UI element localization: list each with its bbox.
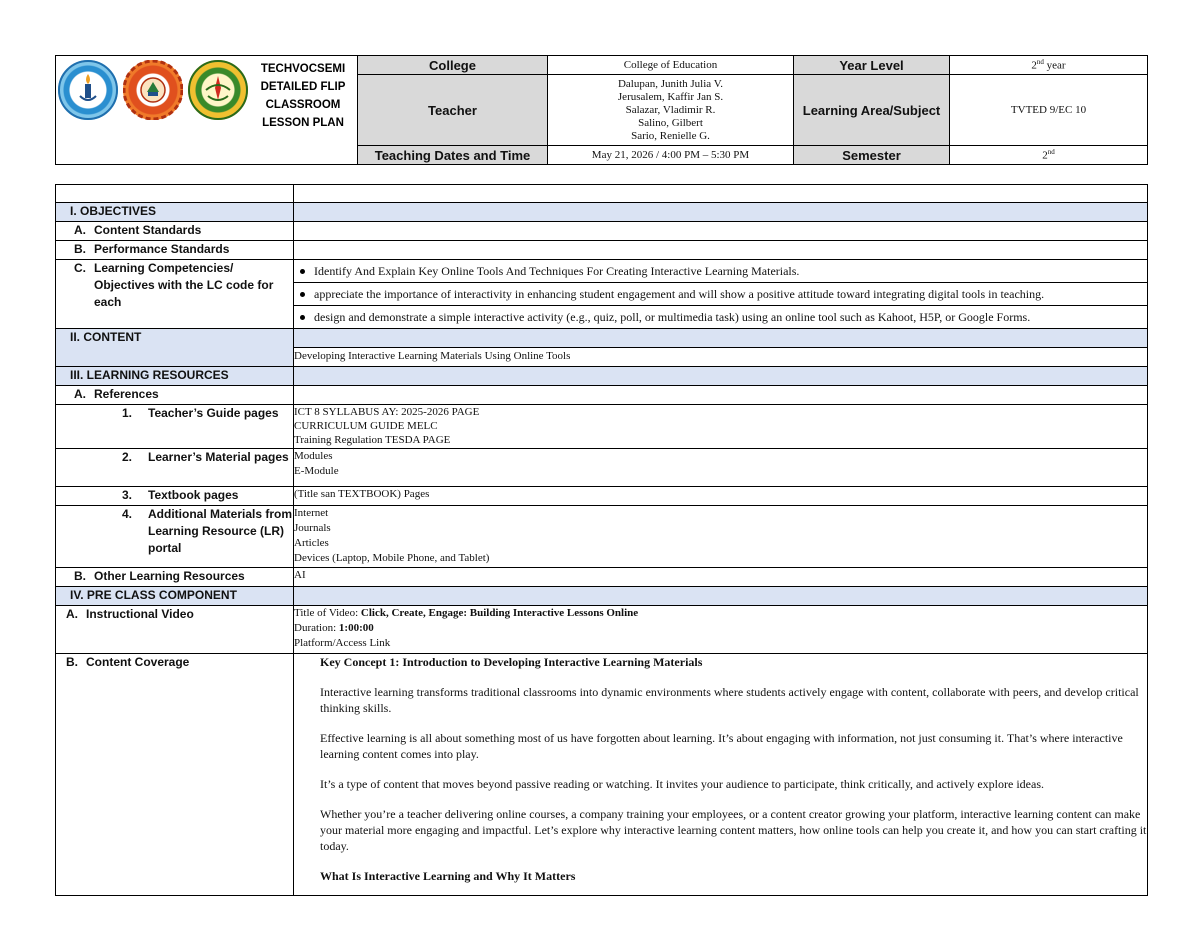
plan-title-line: CLASSROOM	[265, 99, 341, 111]
references-value	[294, 386, 1148, 405]
additional-materials-value	[294, 506, 1148, 568]
resource-line: Training Regulation TESDA PAGE	[294, 434, 451, 446]
learning-area-value: TVTED 9/EC 10	[950, 75, 1148, 146]
content-value: Developing Interactive Learning Materials Using Online Tools	[294, 350, 571, 362]
competency-item: Identify And Explain Key Online Tools And Techniques For Creating Interactive Learning Materials.	[294, 260, 1147, 282]
teacher-name: Dalupan, Junith Julia V.	[617, 77, 723, 90]
pre-class-heading: IV. PRE CLASS COMPONENT	[56, 587, 294, 606]
resource-line: Modules	[294, 450, 333, 462]
teacher-name: Jerusalem, Kaffir Jan S.	[617, 90, 724, 103]
video-platform-line: Platform/Access Link	[294, 637, 391, 649]
blank-cell	[56, 185, 294, 203]
blank-cell	[294, 185, 1148, 203]
resource-line: Journals	[294, 522, 331, 534]
resource-line: CURRICULUM GUIDE MELC	[294, 420, 438, 432]
learners-material-value	[294, 449, 1148, 487]
textbook-label: 3. Textbook pages	[56, 487, 294, 506]
university-gear-logo	[123, 60, 183, 120]
year-level-label: Year Level	[794, 56, 950, 75]
references-label: A. References	[56, 386, 294, 405]
college-seal-logo	[58, 60, 118, 120]
resource-line: Devices (Laptop, Mobile Phone, and Tablet)	[294, 552, 490, 564]
teacher-name: Sario, Renielle G.	[631, 129, 710, 142]
competency-item: design and demonstrate a simple interactive activity (e.g., quiz, poll, or multimedia task) using an online tool such as Kahoot, H5P, or Google Forms.	[294, 305, 1147, 328]
section-fill	[294, 587, 1148, 606]
content-heading: II. CONTENT	[56, 329, 294, 367]
coverage-heading: Key Concept 1: Introduction to Developing Interactive Learning Materials	[320, 655, 703, 669]
content-coverage-label: B. Content Coverage	[56, 654, 294, 896]
coverage-paragraph: It’s a type of content that moves beyond passive reading or watching. It invites your audience to participate, think critically, and actively explore ideas.	[320, 777, 1044, 791]
content-coverage-value	[294, 654, 1148, 896]
learning-area-label: Learning Area/Subject	[794, 75, 950, 146]
lesson-plan-header-table	[55, 55, 1148, 165]
plan-title-line: DETAILED FLIP	[260, 81, 346, 93]
other-resources-value: AI	[294, 568, 1148, 587]
teacher-label: Teacher	[358, 75, 548, 146]
teacher-names	[548, 75, 794, 146]
teachers-guide-value	[294, 405, 1148, 449]
learners-material-label: 2. Learner’s Material pages	[56, 449, 294, 487]
college-value: College of Education	[548, 56, 794, 75]
teacher-name: Salazar, Vladimir R.	[625, 103, 716, 116]
resource-line: Internet	[294, 507, 329, 519]
coverage-paragraph: Interactive learning transforms traditional classrooms into dynamic environments where students actively engage with content, collaborate with peers, and develop critical thinking skills.	[320, 685, 1139, 715]
video-duration-line: Duration: 1:00:00	[294, 622, 374, 634]
objectives-heading: I. OBJECTIVES	[56, 203, 294, 222]
content-standards-value	[294, 222, 1148, 241]
section-fill	[294, 367, 1148, 386]
section-fill	[294, 203, 1148, 222]
instructional-video-value	[294, 606, 1148, 654]
logo-title-cell	[56, 56, 358, 165]
dates-label: Teaching Dates and Time	[358, 146, 548, 165]
competency-item: appreciate the importance of interactivity in enhancing student engagement and will show a positive attitude toward integrating digital tools in teaching.	[294, 282, 1147, 305]
textbook-value: (Title san TEXTBOOK) Pages	[294, 487, 1148, 506]
learning-resources-heading: III. LEARNING RESOURCES	[56, 367, 294, 386]
coverage-paragraph: Effective learning is all about something most of us have forgotten about learning. It’s about engaging with information, not just consuming it. That’s where interactive learning content comes into play.	[320, 731, 1123, 761]
plan-title	[253, 60, 353, 132]
teachers-guide-label: 1. Teacher’s Guide pages	[56, 405, 294, 449]
teacher-name: Salino, Gilbert	[638, 116, 703, 129]
year-level-value: 2nd year	[950, 56, 1148, 75]
content-value-cell	[294, 329, 1148, 367]
lesson-plan-body-table	[55, 184, 1148, 896]
dates-value: May 21, 2026 / 4:00 PM – 5:30 PM	[548, 146, 794, 165]
additional-materials-label: 4. Additional Materials from Learning Resource (LR) portal	[56, 506, 294, 568]
department-seal-logo	[188, 60, 248, 120]
content-standards-label: A. Content Standards	[56, 222, 294, 241]
competencies-list	[294, 260, 1148, 329]
coverage-paragraph: Whether you’re a teacher delivering online courses, a company training your employees, or a content creator growing your platform, interactive learning content can make your material more engaging and impactful. Let’s explore why interactive learning content matters, how online tools can help you create it, and how you can start crafting it today.	[320, 807, 1147, 853]
plan-title-line: LESSON PLAN	[262, 117, 344, 129]
semester-value: 2nd	[950, 146, 1148, 165]
semester-label: Semester	[794, 146, 950, 165]
performance-standards-label: B. Performance Standards	[56, 241, 294, 260]
other-resources-label: B. Other Learning Resources	[56, 568, 294, 587]
instructional-video-label: A. Instructional Video	[56, 606, 294, 654]
resource-line: ICT 8 SYLLABUS AY: 2025-2026 PAGE	[294, 406, 480, 418]
coverage-subheading: What Is Interactive Learning and Why It Matters	[320, 869, 576, 883]
performance-standards-value	[294, 241, 1148, 260]
college-label: College	[358, 56, 548, 75]
resource-line: Articles	[294, 537, 329, 549]
video-title-line: Title of Video: Click, Create, Engage: Building Interactive Lessons Online	[294, 607, 639, 619]
plan-title-line: TECHVOCSEMI	[260, 63, 346, 75]
resource-line: E-Module	[294, 465, 339, 477]
competencies-label: C. Learning Competencies/ Objectives with the LC code for each	[56, 260, 294, 329]
